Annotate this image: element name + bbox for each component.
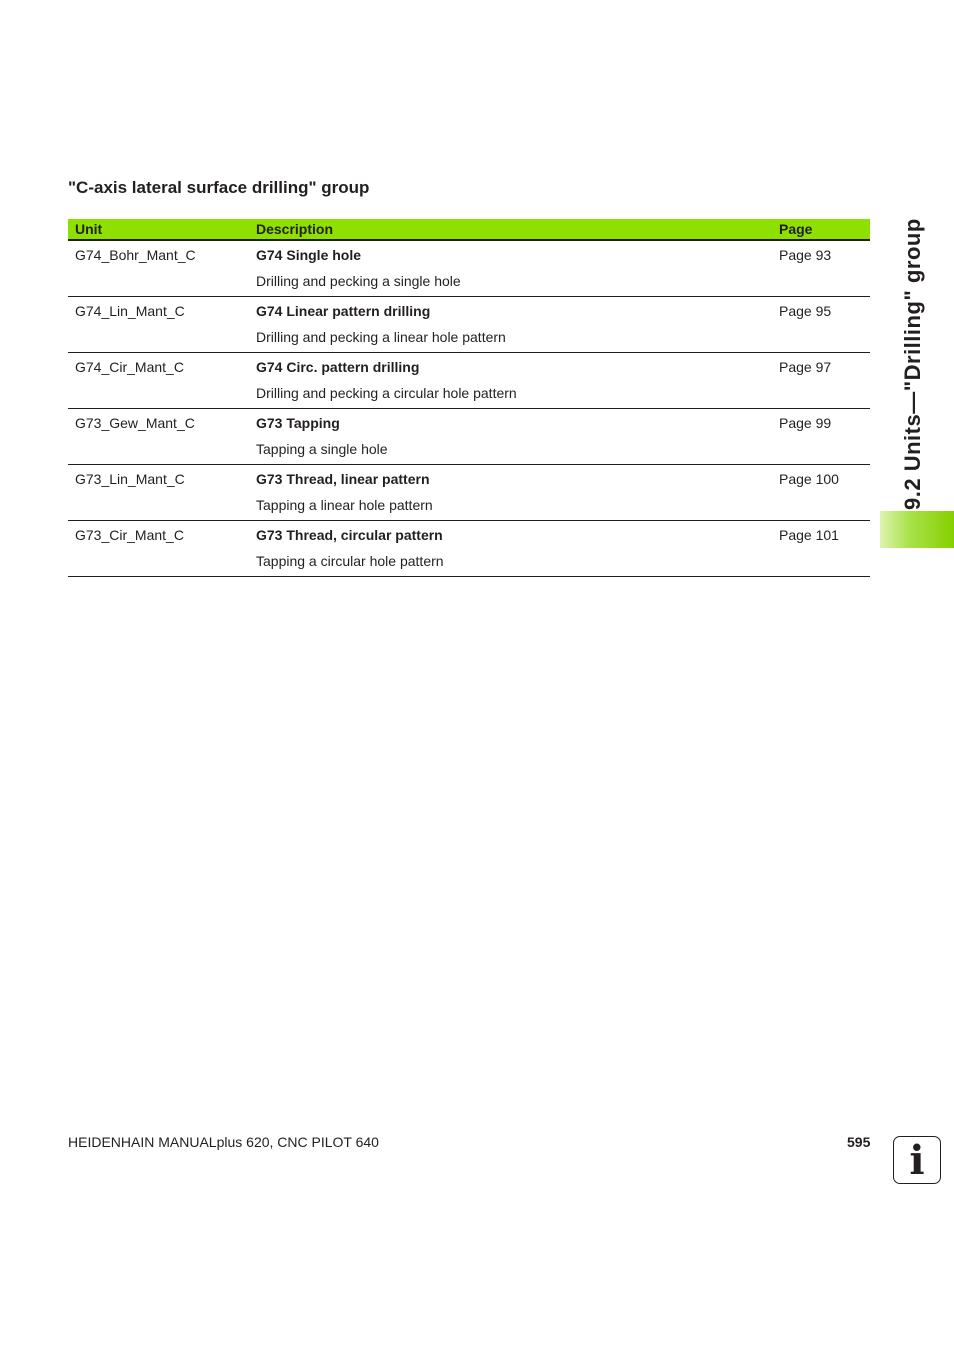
unit-name: G74_Bohr_Mant_C	[75, 247, 196, 263]
unit-name: G74_Cir_Mant_C	[75, 359, 184, 375]
header-description: Description	[249, 219, 772, 240]
description-cell	[249, 465, 772, 521]
description-title: G74 Single hole	[256, 247, 362, 263]
unit-cell	[68, 409, 249, 465]
header-page: Page	[772, 219, 870, 240]
units-table	[68, 219, 870, 577]
unit-name: G73_Gew_Mant_C	[75, 415, 195, 431]
page-cell	[772, 297, 870, 353]
unit-name: G73_Cir_Mant_C	[75, 527, 184, 543]
info-icon	[893, 1136, 941, 1184]
page-reference[interactable]: Page 100	[779, 471, 839, 487]
description-detail: Drilling and pecking a single hole	[256, 273, 461, 289]
footer-manual-title: HEIDENHAIN MANUALplus 620, CNC PILOT 640	[68, 1134, 379, 1150]
description-cell	[249, 521, 772, 577]
chapter-tab-marker	[880, 511, 954, 548]
page-reference[interactable]: Page 101	[779, 527, 839, 543]
unit-cell	[68, 240, 249, 297]
chapter-side-title	[896, 180, 930, 510]
page-reference[interactable]: Page 95	[779, 303, 832, 319]
table-row	[68, 297, 870, 353]
page-cell	[772, 409, 870, 465]
table-row	[68, 465, 870, 521]
description-title: G74 Linear pattern drilling	[256, 303, 431, 319]
page-cell	[772, 521, 870, 577]
page-reference[interactable]: Page 97	[779, 359, 832, 375]
unit-cell	[68, 521, 249, 577]
unit-cell	[68, 465, 249, 521]
description-cell	[249, 353, 772, 409]
description-detail: Drilling and pecking a linear hole pattern	[256, 329, 506, 345]
description-title: G73 Thread, linear pattern	[256, 471, 430, 487]
page-cell	[772, 240, 870, 297]
description-title: G73 Tapping	[256, 415, 340, 431]
header-unit: Unit	[68, 219, 249, 240]
unit-name: G73_Lin_Mant_C	[75, 471, 185, 487]
table-row	[68, 521, 870, 577]
table-row	[68, 353, 870, 409]
info-glyph: i	[909, 1136, 925, 1184]
unit-name: G74_Lin_Mant_C	[75, 303, 185, 319]
unit-cell	[68, 297, 249, 353]
unit-cell	[68, 353, 249, 409]
description-title: G73 Thread, circular pattern	[256, 527, 443, 543]
table-row	[68, 240, 870, 297]
page-reference[interactable]: Page 93	[779, 247, 832, 263]
table-header-row	[68, 219, 870, 240]
description-cell	[249, 240, 772, 297]
section-title: "C-axis lateral surface drilling" group	[68, 178, 370, 197]
table-row	[68, 409, 870, 465]
description-title: G74 Circ. pattern drilling	[256, 359, 420, 375]
chapter-side-title-text: 9.2 Units—"Drilling" group	[900, 218, 925, 510]
description-detail: Tapping a single hole	[256, 441, 388, 457]
description-detail: Tapping a linear hole pattern	[256, 497, 433, 513]
description-cell	[249, 409, 772, 465]
description-detail: Tapping a circular hole pattern	[256, 553, 444, 569]
description-detail: Drilling and pecking a circular hole pattern	[256, 385, 517, 401]
page-reference[interactable]: Page 99	[779, 415, 832, 431]
description-cell	[249, 297, 772, 353]
page-cell	[772, 353, 870, 409]
page-cell	[772, 465, 870, 521]
page-number: 595	[847, 1134, 871, 1150]
